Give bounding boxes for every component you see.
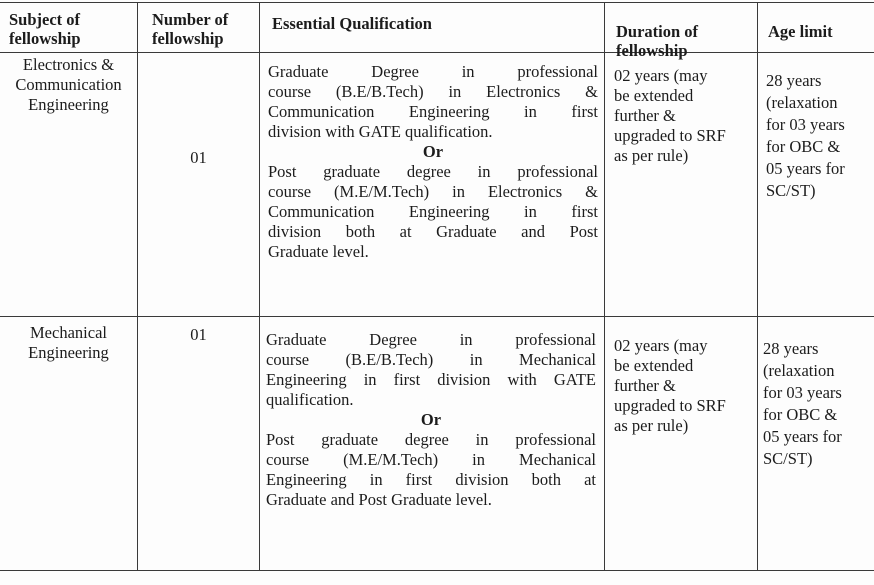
age-line: for OBC & [763, 405, 838, 424]
qualification-line: Graduate Degree in professional [268, 62, 598, 81]
duration-line: be extended [614, 86, 694, 105]
age-line: SC/ST) [766, 181, 816, 200]
header-qualification-text: Essential Qualification [272, 14, 432, 33]
qualification-line: division both at Graduate and Post [268, 222, 598, 241]
row1-number [138, 148, 259, 168]
row-divider [0, 316, 874, 317]
header-number-line: fellowship [152, 29, 224, 48]
header-duration-line: Duration of [616, 22, 699, 41]
column-divider-1 [137, 2, 138, 571]
age-line: 05 years for [763, 427, 842, 446]
subject-line: Electronics & [22, 55, 115, 74]
table-bottom-border [0, 570, 874, 571]
age-line: for OBC & [766, 137, 841, 156]
column-divider-3 [604, 2, 605, 571]
column-divider-2 [259, 2, 260, 571]
duration-line: upgraded to SRF [614, 126, 726, 145]
header-number [152, 10, 256, 48]
row2-age [763, 338, 871, 470]
header-duration-line: fellowship [616, 41, 688, 60]
qualification-line: Graduate level. [268, 242, 369, 261]
duration-line: further & [614, 376, 676, 395]
row2-number [138, 325, 259, 345]
row1-qualification [268, 62, 598, 262]
age-line: 28 years [766, 71, 822, 90]
header-subject [9, 10, 133, 48]
qualification-line: Communication Engineering in first [268, 202, 598, 221]
row1-subject [2, 55, 135, 115]
duration-line: 02 years (may [614, 336, 708, 355]
duration-line: further & [614, 106, 676, 125]
age-line: (relaxation [766, 93, 838, 112]
qualification-line: Engineering in first division both at [266, 470, 596, 489]
duration-line: upgraded to SRF [614, 396, 726, 415]
number-value: 01 [190, 325, 207, 344]
number-value: 01 [190, 148, 207, 167]
subject-line: Engineering [28, 95, 109, 114]
header-qualification [272, 14, 592, 33]
column-divider-4 [757, 2, 758, 571]
qualification-line: Post graduate degree in professional [266, 430, 596, 449]
subject-line: Engineering [28, 343, 109, 362]
row1-duration [614, 66, 754, 166]
qualification-line: course (B.E/B.Tech) in Electronics & [268, 82, 598, 101]
duration-line: be extended [614, 356, 694, 375]
qualification-line: division with GATE qualification. [268, 122, 493, 141]
header-subject-line: Subject of [9, 10, 81, 29]
table-top-border [0, 2, 874, 3]
header-number-line: Number of [152, 10, 229, 29]
header-age-text: Age limit [768, 22, 833, 41]
age-line: (relaxation [763, 361, 835, 380]
row2-duration [614, 336, 754, 436]
duration-line: as per rule) [614, 146, 689, 165]
header-subject-line: fellowship [9, 29, 81, 48]
row2-qualification [266, 330, 596, 510]
duration-line: as per rule) [614, 416, 689, 435]
header-age [768, 22, 868, 41]
qualification-line: Post graduate degree in professional [268, 162, 598, 181]
age-line: for 03 years [766, 115, 845, 134]
duration-line: 02 years (may [614, 66, 708, 85]
qualification-line: qualification. [266, 390, 354, 409]
subject-line: Communication [15, 75, 122, 94]
subject-line: Mechanical [30, 323, 107, 342]
age-line: SC/ST) [763, 449, 813, 468]
qualification-line: Engineering in first division with GATE [266, 370, 596, 389]
qualification-line: course (M.E/M.Tech) in Mechanical [266, 450, 596, 469]
row1-age [766, 70, 872, 202]
qualification-line: Communication Engineering in first [268, 102, 598, 121]
age-line: 28 years [763, 339, 819, 358]
header-duration [616, 22, 752, 60]
qualification-line: course (B.E/B.Tech) in Mechanical [266, 350, 596, 369]
qualification-line: course (M.E/M.Tech) in Electronics & [268, 182, 598, 201]
row2-subject [2, 323, 135, 363]
age-line: 05 years for [766, 159, 845, 178]
age-line: for 03 years [763, 383, 842, 402]
qualification-line: Graduate and Post Graduate level. [266, 490, 492, 509]
or-separator: Or [420, 410, 442, 429]
or-separator: Or [422, 142, 444, 161]
qualification-line: Graduate Degree in professional [266, 330, 596, 349]
